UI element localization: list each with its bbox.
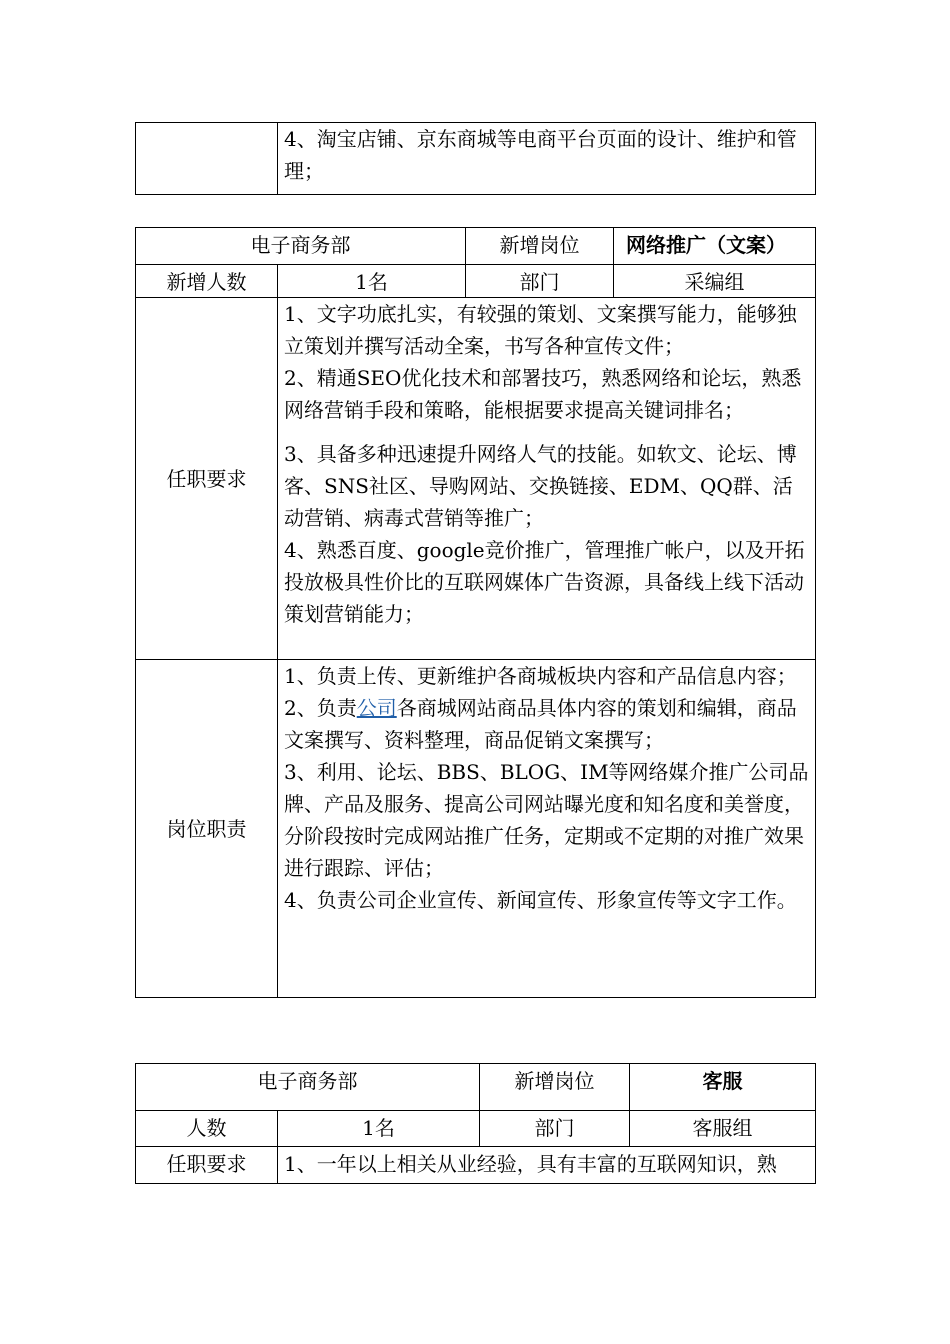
requirement-item: 3、具备多种迅速提升网络人气的技能。如软文、论坛、博客、SNS社区、导购网站、交换链接、EDM、QQ群、活动营销、病毒式营销等推广； xyxy=(284,442,797,530)
department-header: 电子商务部 xyxy=(136,228,466,265)
requirements-label: 任职要求 xyxy=(136,1147,278,1184)
table-row xyxy=(136,1147,816,1184)
requirements-label: 任职要求 xyxy=(136,298,278,660)
empty-label-cell xyxy=(136,123,278,195)
table-row xyxy=(136,265,816,298)
department-label: 部门 xyxy=(480,1111,630,1147)
duty-item: 4、淘宝店铺、京东商城等电商平台页面的设计、维护和管理； xyxy=(278,123,816,195)
table-row xyxy=(136,660,816,998)
department-header: 电子商务部 xyxy=(136,1064,480,1111)
duty-item xyxy=(284,692,809,756)
headcount-label: 人数 xyxy=(136,1111,278,1147)
requirement-item: 1、文字功底扎实，有较强的策划、文案撰写能力，能够独立策划并撰写活动全案，书写各种宣传文件； xyxy=(284,302,797,358)
post-title: 客服 xyxy=(630,1064,816,1111)
headcount-value: 1名 xyxy=(278,265,466,298)
department-value: 采编组 xyxy=(614,265,816,298)
duty-item: 4、负责公司企业宣传、新闻宣传、形象宣传等文字工作。 xyxy=(284,888,797,912)
department-value: 客服组 xyxy=(630,1111,816,1147)
requirement-item: 2、精通SEO优化技术和部署技巧，熟悉网络和论坛，熟悉网络营销手段和策略，能根据要求提高关键词排名； xyxy=(284,366,802,422)
duties-label: 岗位职责 xyxy=(136,660,278,998)
table-row xyxy=(136,228,816,265)
requirement-item: 1、一年以上相关从业经验，具有丰富的互联网知识，熟 xyxy=(278,1147,816,1184)
job-table-design-continued xyxy=(135,122,816,195)
requirements-content xyxy=(278,298,816,660)
duty-suffix: 各商城网站商品具体内容的策划和编辑，商品文案撰写、资料整理，商品促销文案撰写； xyxy=(284,696,797,752)
duty-item: 1、负责上传、更新维护各商城板块内容和产品信息内容； xyxy=(284,664,797,688)
post-title: 网络推广（文案） xyxy=(614,228,816,265)
headcount-label: 新增人数 xyxy=(136,265,278,298)
table-row xyxy=(136,123,816,195)
table-row xyxy=(136,1064,816,1111)
table-row xyxy=(136,298,816,660)
duty-prefix: 2、负责 xyxy=(284,696,357,720)
duties-content xyxy=(278,660,816,998)
requirement-item: 4、熟悉百度、google竞价推广，管理推广帐户，以及开拓投放极具性价比的互联网媒体广告资源，具备线上线下活动策划营销能力； xyxy=(284,538,805,626)
new-post-label: 新增岗位 xyxy=(480,1064,630,1111)
job-table-customer-service xyxy=(135,1063,816,1184)
department-label: 部门 xyxy=(466,265,614,298)
duty-item: 3、利用、论坛、BBS、BLOG、IM等网络媒介推广公司品牌、产品及服务、提高公司网站曝光度和知名度和美誉度，分阶段按时完成网站推广任务，定期或不定期的对推广效果进行跟踪、评估； xyxy=(284,760,809,880)
headcount-value: 1名 xyxy=(278,1111,480,1147)
job-table-network-promotion xyxy=(135,227,816,998)
new-post-label: 新增岗位 xyxy=(466,228,614,265)
table-row xyxy=(136,1111,816,1147)
company-link[interactable]: 公司 xyxy=(356,696,397,720)
